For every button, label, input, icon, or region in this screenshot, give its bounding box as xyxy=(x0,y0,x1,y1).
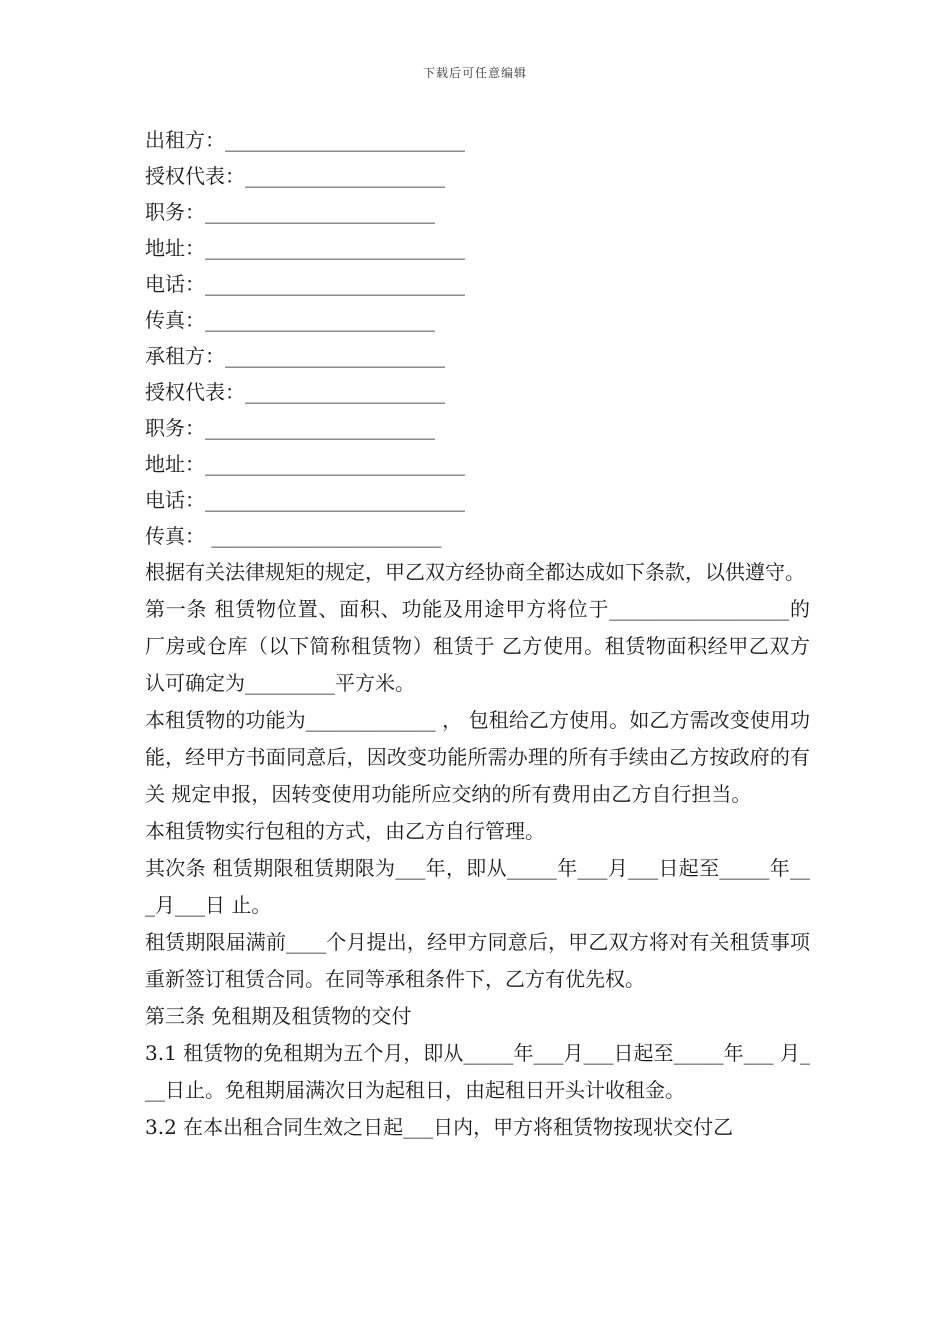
lessor-fax-field: 传真：_______________________ xyxy=(145,308,435,332)
lessee-address-field: 地址：__________________________ xyxy=(145,452,465,476)
clause-3-2-paragraph: 3.2 在本出租合同生效之日起___日内，甲方将租赁物按现状交付乙 xyxy=(145,1115,734,1139)
renewal-paragraph: 租赁期限届满前____个月提出，经甲方同意后，甲乙双方将对有关租赁事项 重新签订租赁合同。在同等承租条件下，乙方有优先权。 xyxy=(145,930,810,991)
article-2-paragraph: 其次条 租赁期限租赁期限为___年，即从_____年___月___日起至_____年___月___日 止。 xyxy=(145,856,810,917)
management-paragraph: 本租赁物实行包租的方式，由乙方自行管理。 xyxy=(145,819,545,843)
lessee-rep-field: 授权代表：____________________ xyxy=(145,380,445,404)
lessee-phone-field: 电话：__________________________ xyxy=(145,488,465,512)
lessor-title-field: 职务：_______________________ xyxy=(145,200,435,224)
clause-3-1-paragraph: 3.1 租赁物的免租期为五个月，即从_____年___月___日起至_____年___ 月___日止。免租期届满次日为起租日，由起租日开头计收租金。 xyxy=(145,1041,810,1102)
function-paragraph: 本租赁物的功能为_____________ ， 包租给乙方使用。如乙方需改变使用功能，经甲方书面同意后，因改变功能所需办理的所有手续由乙方按政府的有关 规定申报，因转变使用功能所应交纳的所有费用由乙方自行担当。 xyxy=(145,708,810,806)
lessee-name-field: 承租方：______________________ xyxy=(145,344,445,368)
preamble-paragraph: 根据有关法律规矩的规定，甲乙双方经协商全都达成如下条款，以供遵守。 xyxy=(145,560,805,584)
lessor-phone-field: 电话：__________________________ xyxy=(145,272,465,296)
article-3-heading: 第三条 免租期及租赁物的交付 xyxy=(145,1004,412,1028)
contract-body xyxy=(145,122,810,1146)
lessor-address-field: 地址：__________________________ xyxy=(145,236,465,260)
lessor-name-field: 出租方：________________________ xyxy=(145,128,465,152)
lessee-fax-field: 传真： _______________________ xyxy=(145,524,442,548)
lessor-rep-field: 授权代表：____________________ xyxy=(145,164,445,188)
article-1-paragraph: 第一条 租赁物位置、面积、功能及用途甲方将位于__________________的厂房或仓库（以下简称租赁物）租赁于 乙方使用。租赁物面积经甲乙双方认可确定为_________平方米。 xyxy=(145,597,810,695)
page-header: 下载后可任意编辑 xyxy=(422,66,527,80)
lessee-title-field: 职务：_______________________ xyxy=(145,416,435,440)
